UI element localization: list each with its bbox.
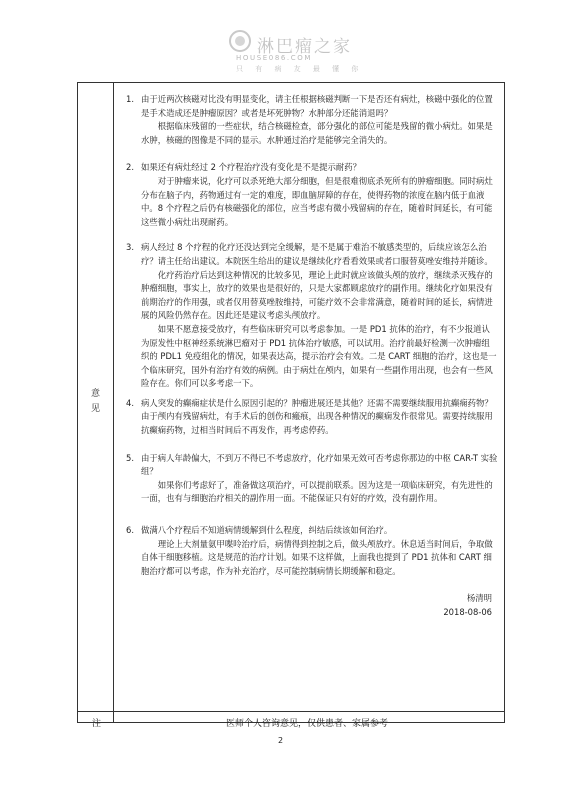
logo-icon (229, 30, 251, 52)
signature-block (126, 592, 498, 619)
answer-text: 如果你们考虑好了，准备做这项治疗，可以提前联系。因为这是一项临床研究，有先进性的一面，也有与细胞治疗相关的副作用一面。不能保证只有好的疗效，没有副作用。 (141, 479, 493, 504)
qa-item-6 (126, 524, 498, 578)
item-number: 5. (126, 452, 134, 463)
opinion-label: 意见 (89, 388, 99, 418)
answer-text: 对于肿瘤来说，化疗可以杀死绝大部分细胞，但是很难彻底杀死所有的肿瘤细胞。同时病灶分布在脑子内，药物通过有一定的难度，即血脑屏障的存在，使得药物的浓度在脑内低于血液中。8 个疗程之后仍有核磁强化的部位，应当考虑有微小残留病的存在，随着时间延长，有可能这些微小病灶出现耐药。 (141, 175, 493, 227)
question-text: 病人经过 8 个疗程的化疗还没达到完全缓解，是不是属于难治不敏感类型的，后续应该怎么治疗？请主任给出建议。本院医生给出的建议是继续化疗看看效果或者口服替莫唑安维持并随诊。 (141, 242, 493, 266)
watermark-header (0, 28, 566, 74)
question-text: 病人突发的癫痫症状是什么原因引起的？肿瘤进展还是其他？还需不需要继续服用抗癫痫药物？ (141, 397, 493, 408)
logo-title: 淋巴瘤之家 (257, 37, 352, 57)
row-divider (78, 711, 504, 712)
question-text: 由于近两次核磁对比没有明显变化，请主任根据核磁判断一下是否还有病灶，核磁中强化的位置是手术造成还是肿瘤原因？或者是坏死肿物？水肿部分还能消退吗？ (141, 94, 493, 118)
question-text: 由于病人年龄偏大，不到万不得已不考虑放疗，化疗如果无效可否考虑你那边的中枢 CAR-T 实验组？ (141, 452, 498, 477)
answer-text: 理论上大剂量氨甲喋呤治疗后，病情得到控制之后，做头颅放疗。休息适当时间后，争取做自体干细胞移植。这是规范的治疗计划。如果不这样做，上面我也提到了 PD1 抗体和 CART 细胞治疗都可以考虑，作为补充治疗，尽可能控制病情长期缓解和稳定。 (141, 538, 493, 576)
answer-text: 由于颅内有残留病灶，有手术后的创伤和瘢痕，出现各种情况的癫痫发作很常见。需要持续服用抗癫痫药物，过相当时间后不再发作，再考虑停药。 (141, 411, 493, 436)
question-text: 如果还有病灶经过 2 个疗程治疗没有变化是不是提示耐药？ (141, 162, 362, 173)
signature-name: 杨清明 (466, 593, 492, 604)
qa-item-3 (126, 241, 498, 391)
qa-item-5 (126, 452, 498, 506)
qa-item-2 (126, 161, 498, 229)
note-text: 医师个人咨询意见，仅供患者、家属参考 (226, 719, 389, 729)
item-number: 2. (126, 162, 134, 173)
answer-text: 化疗药治疗后达到这种情况的比较多见，理论上此时就应该做头颅的放疗，继续杀灭残存的肿瘤细胞，事实上，放疗的效果也是很好的，只是大家都顾虑放疗的副作用。继续化疗如果没有前期治疗的作用强，或者仅用替莫唑胺维持，可能疗效不会非常满意，随着时间的延长，病情进展的风险仍然存在。因此还是建议考虑头颅放疗。 (141, 269, 493, 321)
item-number: 3. (126, 242, 134, 253)
opinion-content (126, 93, 498, 620)
answer-text: 如果不愿意接受放疗，有些临床研究可以考虑参加。一是 PD1 抗体的治疗，有不少报道认为原发性中枢神经系统淋巴瘤对于 PD1 抗体治疗敏感，可以试用。治疗前最好检测一次肿瘤组织的 PDL1 免疫组化的情况，如果表达高，提示治疗会有效。二是 CART 细胞的治疗，这也是一个临床研究，国外有治疗有效的病例。由于病灶在颅内，如果有一些副作用出现，也会有一些风险存在。你们可以多考虑一下。 (141, 323, 497, 389)
qa-item-1 (126, 93, 498, 147)
signature-date: 2018-08-06 (443, 607, 492, 617)
item-number: 4. (126, 397, 134, 408)
note-label: 注 (92, 719, 102, 729)
opinion-table (77, 82, 505, 729)
item-number: 1. (126, 94, 134, 104)
page-number: 2 (278, 736, 284, 745)
question-text: 做满八个疗程后不知道病情缓解到什么程度，纠结后续该如何治疗。 (141, 525, 393, 536)
answer-text: 根据临床残留的一些症状，结合核磁检查，部分强化的部位可能是残留的微小病灶。如果是水肿，核磁的图像是不同的显示。水肿通过治疗是能够完全消失的。 (141, 121, 493, 145)
logo-slogan: 只 有 病 友 最 懂 你 (236, 65, 364, 73)
logo-url: HOUSE086.COM (236, 54, 312, 62)
item-number: 6. (126, 525, 134, 536)
qa-item-4 (126, 397, 498, 438)
